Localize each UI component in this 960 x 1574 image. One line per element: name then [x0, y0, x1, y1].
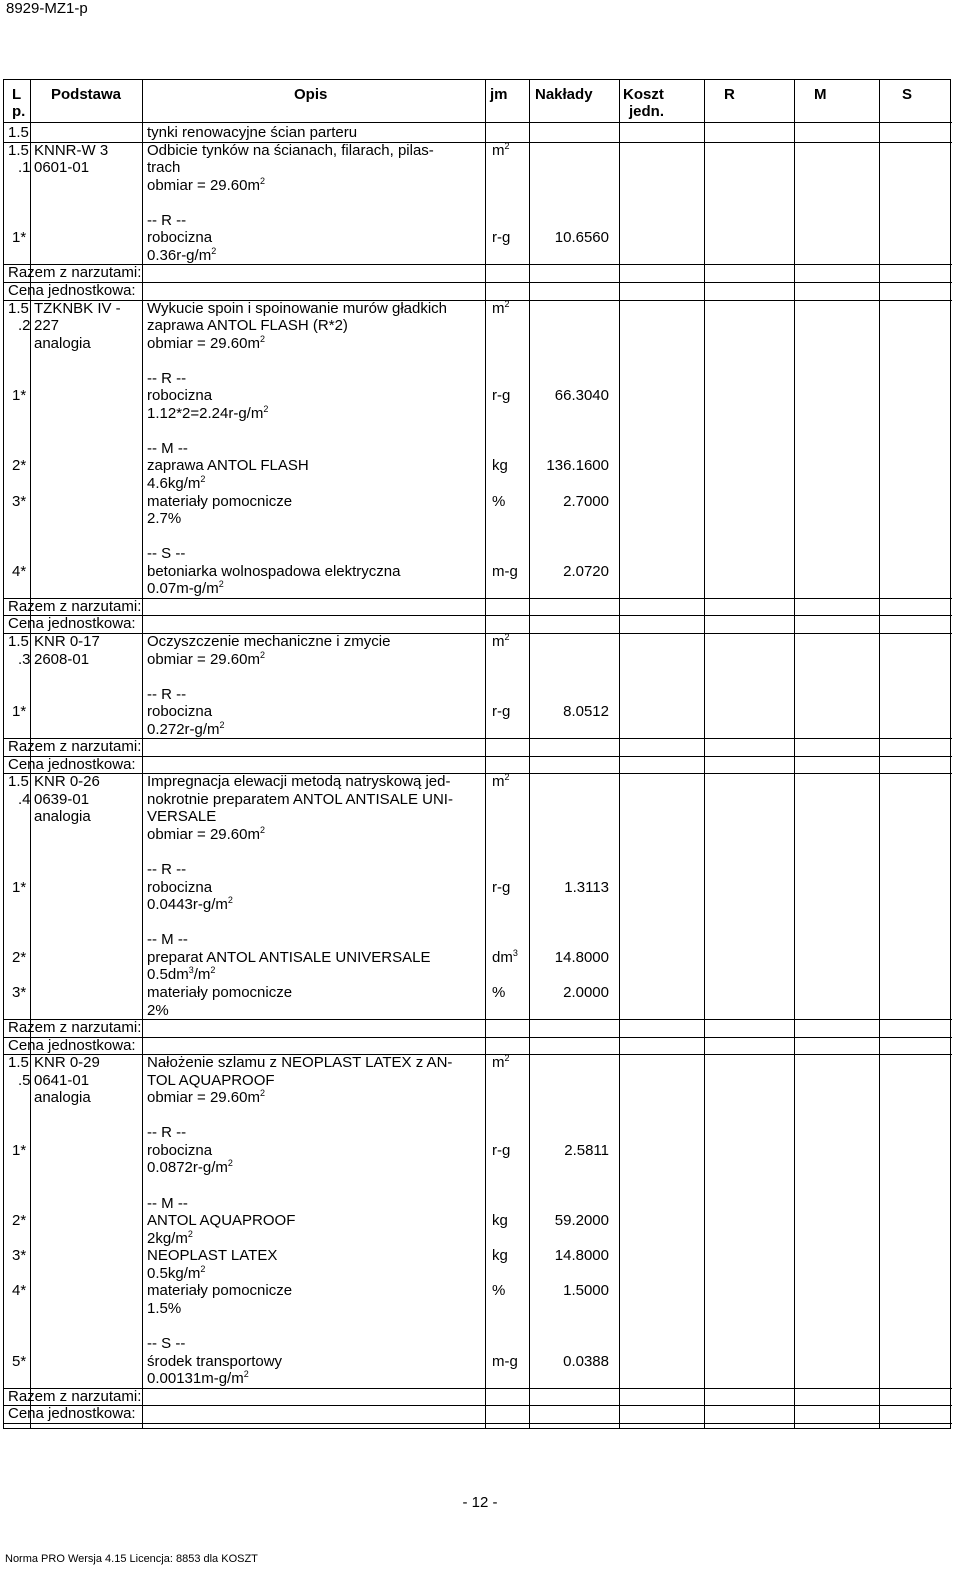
summary-divider [4, 1388, 952, 1389]
summary-divider [4, 264, 952, 265]
resource-unit: m-g [492, 562, 518, 580]
position-description: Nałożenie szlamu z NEOPLAST LATEX z AN- [147, 1054, 453, 1072]
summary-divider [4, 282, 952, 283]
resource-number: 1* [12, 703, 27, 721]
position-base: analogia [34, 334, 91, 352]
resource-number: 1* [12, 387, 27, 405]
header-naklady: Nakłady [535, 86, 593, 103]
resource-quantity: 10.6560 [554, 229, 609, 247]
position-measure: obmiar = $29.60m^2$ [147, 333, 265, 352]
resource-number: 3* [12, 1247, 27, 1265]
document-id: 8929-MZ1-p [6, 0, 88, 17]
section-lp: 1.5 [8, 124, 29, 141]
resource-quantity: 136.1600 [546, 457, 609, 475]
position-unit: $m^2$ [492, 1053, 510, 1072]
resource-unit: kg [492, 1247, 508, 1265]
position-lp: 1.5 [8, 141, 29, 159]
position-base: analogia [34, 1089, 91, 1107]
position-lp: 1.5 [8, 1054, 29, 1072]
resource-name: NEOPLAST LATEX [147, 1247, 278, 1265]
header-koszt: Koszt [623, 86, 664, 103]
resource-group-header: -- M -- [147, 931, 188, 949]
resource-group-header: -- S -- [147, 545, 186, 563]
position-description: Odbicie tynków na ścianach, filarach, pilas- [147, 141, 434, 159]
resource-number: 3* [12, 983, 27, 1001]
position-unit: $m^2$ [492, 772, 510, 791]
position-base: KNR 0-17 [34, 632, 100, 650]
summary-divider [4, 1019, 952, 1020]
column-separator [704, 80, 705, 1428]
column-separator [879, 80, 880, 1428]
resource-unit: r-g [492, 703, 511, 721]
position-lp: 1.5 [8, 299, 29, 317]
resource-number: 3* [12, 492, 27, 510]
resource-name: robocizna [147, 1141, 213, 1159]
position-base: 0641-01 [34, 1071, 90, 1089]
resource-quantity: 2.7000 [563, 492, 609, 510]
resource-norm: $0.5kg/m^2$ [147, 1263, 206, 1282]
cost-estimate-table [3, 79, 951, 1429]
position-description: trach [147, 159, 181, 177]
resource-unit: r-g [492, 387, 511, 405]
resource-norm: $0.36r-g/m^2$ [147, 245, 217, 264]
section-title: tynki renowacyjne ścian parteru [147, 124, 358, 141]
license-footer: Norma PRO Wersja 4.15 Licencja: 8853 dla KOSZT [5, 1553, 258, 1565]
resource-name: ANTOL AQUAPROOF [147, 1212, 296, 1230]
position-description: TOL AQUAPROOF [147, 1071, 275, 1089]
resource-name: robocizna [147, 229, 213, 247]
summary-divider [4, 1405, 952, 1406]
resource-name: robocizna [147, 387, 213, 405]
resource-number: 4* [12, 1282, 27, 1300]
column-separator [529, 80, 530, 1428]
resource-name: materiały pomocnicze [147, 1282, 293, 1300]
resource-quantity: 66.3040 [554, 387, 609, 405]
header-lp: L [12, 86, 22, 103]
position-measure: obmiar = $29.60m^2$ [147, 649, 265, 668]
header-lp-2: p. [12, 103, 26, 120]
position-lp-sub: .3 [18, 650, 31, 668]
resource-number: 1* [12, 229, 27, 247]
position-base: 0601-01 [34, 159, 90, 177]
position-unit: $m^2$ [492, 140, 510, 159]
razem-label: Razem z narzutami: [8, 1387, 142, 1405]
resource-number: 4* [12, 562, 27, 580]
resource-norm: $0.272r-g/m^2$ [147, 719, 225, 738]
header-r: R [724, 86, 735, 103]
position-lp: 1.5 [8, 773, 29, 791]
position-lp-sub: .1 [18, 159, 31, 177]
position-description: Wykucie spoin i spoinowanie murów gładkich [147, 299, 448, 317]
resource-name: zaprawa ANTOL FLASH [147, 457, 309, 475]
header-podstawa: Podstawa [51, 86, 122, 103]
resource-quantity: 2.5811 [564, 1141, 609, 1159]
resource-unit: kg [492, 457, 508, 475]
resource-number: 5* [12, 1352, 27, 1370]
resource-norm: 2% [147, 1001, 169, 1019]
resource-quantity: 14.8000 [554, 948, 609, 966]
resource-quantity: 0.0388 [563, 1352, 609, 1370]
position-description: nokrotnie preparatem ANTOL ANTISALE UNI- [147, 790, 453, 808]
position-base: analogia [34, 808, 91, 826]
resource-norm: 2.7% [147, 510, 182, 528]
razem-label: Razem z narzutami: [8, 1019, 142, 1037]
resource-number: 2* [12, 457, 27, 475]
resource-quantity: 1.3113 [564, 878, 609, 896]
resource-norm: $0.07m-g/m^2$ [147, 579, 224, 598]
resource-unit: kg [492, 1212, 508, 1230]
resource-norm: $0.00131m-g/m^2$ [147, 1369, 249, 1388]
summary-divider [4, 1037, 952, 1038]
position-base: KNR 0-26 [34, 773, 100, 791]
header-divider [4, 122, 952, 123]
resource-number: 2* [12, 1212, 27, 1230]
resource-unit: $dm^3$ [492, 947, 518, 966]
header-jm: jm [490, 86, 508, 103]
resource-name: materiały pomocnicze [147, 983, 293, 1001]
resource-name: środek transportowy [147, 1352, 283, 1370]
header-m: M [814, 86, 827, 103]
resource-number: 2* [12, 948, 27, 966]
resource-group-header: -- R -- [147, 369, 187, 387]
resource-quantity: 8.0512 [563, 703, 609, 721]
position-description: Impregnacja elewacji metodą natryskową jed- [147, 773, 451, 791]
resource-unit: r-g [492, 1141, 511, 1159]
resource-norm: $1.12*2=2.24r-g/m^2$ [147, 403, 269, 422]
resource-group-header: -- R -- [147, 211, 187, 229]
position-lp-sub: .2 [18, 317, 31, 335]
resource-unit: % [492, 983, 506, 1001]
razem-label: Razem z narzutami: [8, 597, 142, 615]
position-base: KNR 0-29 [34, 1054, 100, 1072]
summary-divider [4, 756, 952, 757]
position-description: zaprawa ANTOL FLASH (R*2) [147, 317, 348, 335]
header-koszt-2: jedn. [629, 103, 665, 120]
resource-name: robocizna [147, 703, 213, 721]
position-divider [4, 1423, 952, 1424]
position-description: VERSALE [147, 808, 217, 826]
cena-label: Cena jednostkowa: [8, 1036, 136, 1054]
resource-group-header: -- M -- [147, 439, 188, 457]
resource-quantity: 1.5000 [563, 1282, 609, 1300]
resource-unit: % [492, 492, 506, 510]
position-measure: obmiar = $29.60m^2$ [147, 1088, 265, 1107]
column-separator [485, 80, 486, 1428]
position-lp-sub: .4 [18, 790, 31, 808]
resource-name: robocizna [147, 878, 213, 896]
column-separator [794, 80, 795, 1428]
position-measure: obmiar = $29.60m^2$ [147, 825, 265, 843]
resource-quantity: 59.2000 [554, 1212, 609, 1230]
page-number: - 12 - [462, 1494, 498, 1511]
position-base: 0639-01 [34, 790, 90, 808]
resource-group-header: -- R -- [147, 861, 187, 879]
position-unit: $m^2$ [492, 298, 510, 317]
summary-divider [4, 615, 952, 616]
resource-norm: 1.5% [147, 1299, 182, 1317]
column-separator [142, 80, 143, 1428]
resource-norm: $0.0443r-g/m^2$ [147, 895, 233, 914]
header-s: S [902, 86, 913, 103]
resource-norm: $0.0872r-g/m^2$ [147, 1158, 233, 1177]
resource-number: 1* [12, 1141, 27, 1159]
resource-unit: m-g [492, 1352, 518, 1370]
cena-label: Cena jednostkowa: [8, 281, 136, 299]
resource-unit: % [492, 1282, 506, 1300]
column-separator [619, 80, 620, 1428]
resource-norm: $2kg/m^2$ [147, 1228, 193, 1247]
column-separator [30, 80, 31, 1428]
resource-group-header: -- M -- [147, 1194, 188, 1212]
position-base: KNNR-W 3 [34, 141, 109, 159]
cena-label: Cena jednostkowa: [8, 1405, 136, 1423]
resource-norm: $4.6kg/m^2$ [147, 474, 206, 492]
cena-label: Cena jednostkowa: [8, 615, 136, 633]
resource-quantity: 14.8000 [554, 1247, 609, 1265]
position-lp: 1.5 [8, 632, 29, 650]
position-measure: obmiar = $29.60m^2$ [147, 175, 265, 194]
summary-divider [4, 738, 952, 739]
position-unit: $m^2$ [492, 631, 510, 650]
razem-label: Razem z narzutami: [8, 738, 142, 756]
resource-norm: $0.5dm^3/m^2$ [147, 965, 216, 984]
position-base: 2608-01 [34, 650, 90, 668]
header-opis: Opis [294, 86, 328, 103]
position-description: Oczyszczenie mechaniczne i zmycie [147, 632, 391, 650]
resource-unit: r-g [492, 229, 511, 247]
summary-divider [4, 598, 952, 599]
resource-group-header: -- S -- [147, 1334, 186, 1352]
resource-number: 1* [12, 878, 27, 896]
position-base: 227 [34, 317, 60, 335]
resource-name: betoniarka wolnospadowa elektryczna [147, 562, 401, 580]
position-lp-sub: .5 [18, 1071, 31, 1089]
resource-unit: r-g [492, 878, 511, 896]
resource-group-header: -- R -- [147, 1124, 187, 1142]
resource-name: preparat ANTOL ANTISALE UNIVERSALE [147, 948, 431, 966]
cena-label: Cena jednostkowa: [8, 755, 136, 773]
resource-name: materiały pomocnicze [147, 492, 293, 510]
razem-label: Razem z narzutami: [8, 264, 142, 282]
resource-quantity: 2.0720 [563, 562, 609, 580]
resource-quantity: 2.0000 [563, 983, 609, 1001]
position-base: TZKNBK IV - [34, 299, 121, 317]
resource-group-header: -- R -- [147, 685, 187, 703]
